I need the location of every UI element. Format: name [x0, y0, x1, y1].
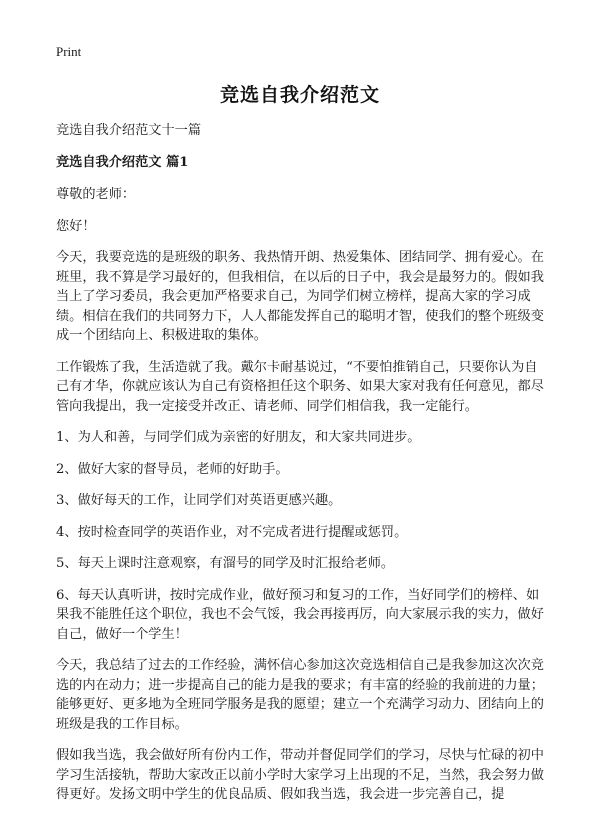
paragraph: 工作锻炼了我，生活造就了我。戴尔卡耐基说过，“不要怕推销自己，只要你认为自己有才华，你就应该认为自己有资格担任这个职务、如果大家对我有任何意见，都尽管向我提出，我一定接受并改正、请老师、同学们相信我，我一定能行。: [56, 359, 544, 414]
list-item: 2、做好大家的督导员，老师的好助手。: [56, 461, 289, 477]
print-link[interactable]: Print: [56, 44, 82, 59]
list-item: 6、每天认真听讲，按时完成作业，做好预习和复习的工作，当好同学们的榜样、如果我不能胜任这个职位，我也不会气馁，我会再接再厉，向大家展示我的实力，做好自己，做好一个学生！: [56, 587, 544, 642]
document-body: [56, 121, 548, 817]
paragraph: 今天，我要竞选的是班级的职务、我热情开朗、热爱集体、团结同学、拥有爱心。在班里，我不算是学习最好的，但我相信，在以后的日子中，我会是最努力的。假如我当上了学习委员，我会更加严格要求自己，为同学们树立榜样，提高大家的学习成绩。相信在我们的共同努力下，人人都能发挥自己的聪明才智，使我们的整个班级变成一个团结向上、积极进取的集体。: [56, 250, 544, 343]
document-subtitle: 竞选自我介绍范文十一篇: [56, 123, 202, 138]
paragraph: 假如我当选，我会做好所有份内工作，带动并督促同学们的学习，尽快与忙碌的初中学习生活接轨，帮助大家改正以前小学时大家学习上出现的不足，当然，我会努力做得更好。发扬文明中学生的优良品质、假如我当选，我会进一步完善自己，提: [56, 748, 544, 802]
section-heading: 竞选自我介绍范文 篇1: [56, 154, 189, 170]
list-item: 1、为人和善，与同学们成为亲密的好朋友，和大家共同进步。: [56, 430, 421, 445]
list-item: 5、每天上课时注意观察，有溜号的同学及时汇报给老师。: [56, 556, 395, 571]
list-item: 4、按时检查同学的英语作业，对不完成者进行提醒或惩罚。: [56, 524, 408, 540]
greeting: 您好！: [56, 218, 96, 234]
page-title: 竞选自我介绍范文: [219, 84, 380, 106]
paragraph: 今天，我总结了过去的工作经验，满怀信心参加这次竞选相信自己是我参加这次次竞选的内在动力；进一步提高自己的能力是我的要求；有丰富的经验的我前进的力量；能够更好、更多地为全班同学服务是我的愿望；建立一个充满学习动力、团结向上的班级是我的工作目标。: [56, 658, 544, 732]
list-item: 3、做好每天的工作，让同学们对英语更感兴趣。: [56, 493, 342, 508]
salutation: 尊敬的老师：: [56, 187, 136, 202]
